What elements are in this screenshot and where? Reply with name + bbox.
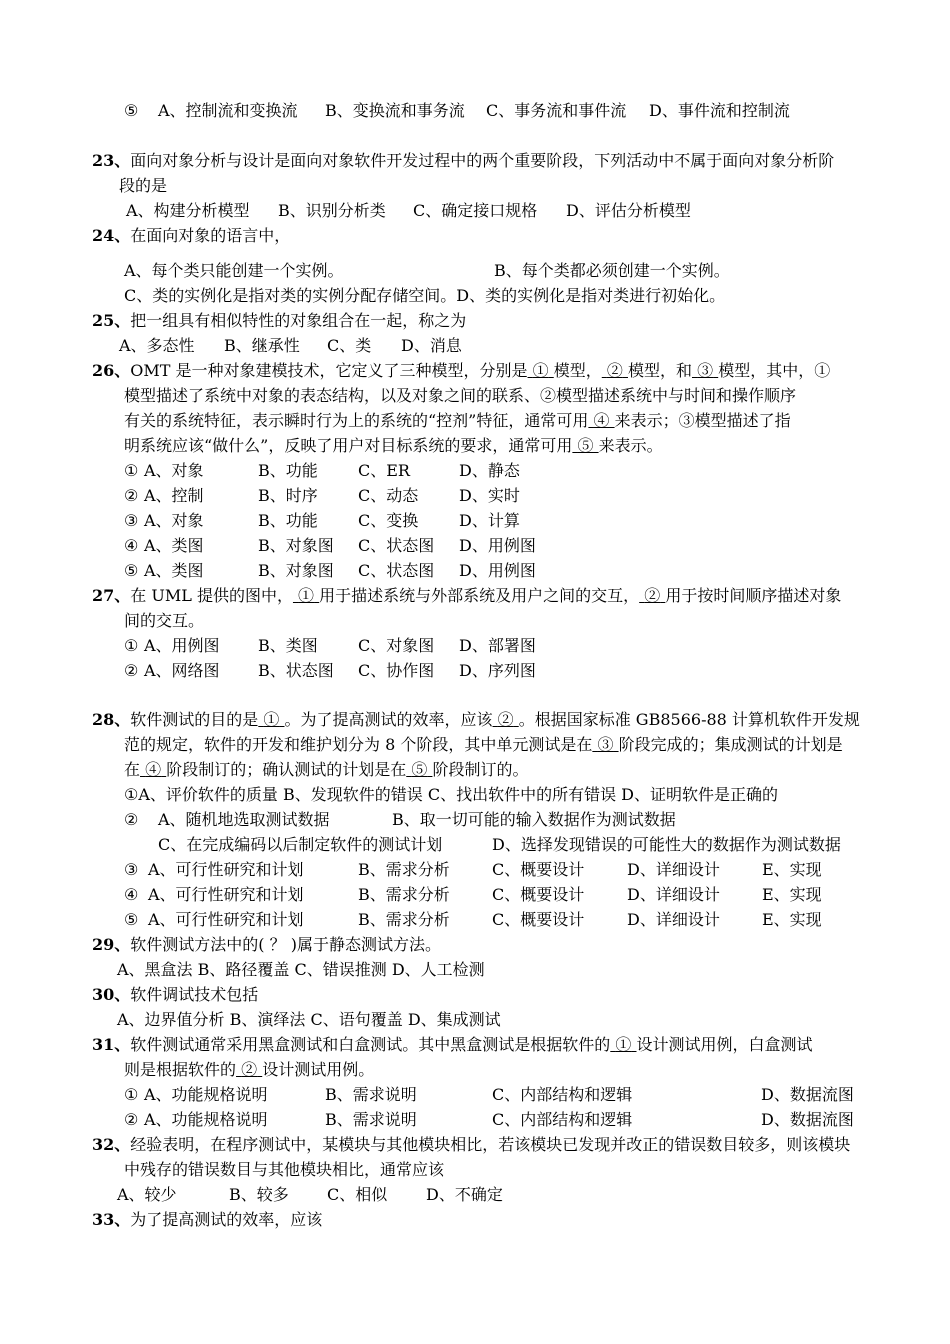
q28-option-row-1: ①A、评价软件的质量 B、发现软件的错误 C、找出软件中的所有错误 D、证明软件是正确的 (124, 785, 778, 804)
option-c: C、ER (358, 461, 410, 480)
q29-options: A、黑盒法 B、路径覆盖 C、错误推测 D、人工检测 (117, 960, 485, 979)
blank-mark: ⑤ (411, 760, 428, 779)
stem-text: 则是根据软件的 (124, 1060, 237, 1079)
question-number: 24、 (92, 226, 131, 245)
stem-text: 明系统应该“做什么”，反映了用户对目标系统的要求，通常可用 (124, 436, 573, 455)
blank-mark: ③ (597, 735, 614, 754)
option-b: B、对象图 (258, 536, 334, 555)
option-c: C、内部结构和逻辑 (492, 1110, 633, 1129)
option-d: D、用例图 (459, 561, 536, 580)
option-c: C、概要设计 (492, 860, 585, 879)
option-a: A、多态性 (119, 336, 195, 355)
q23-stem (92, 148, 834, 173)
option-d: D、详细设计 (627, 885, 720, 904)
q26-stem-line-2: 模型描述了系统中对象的表态结构，以及对象之间的联系、②模型描述系统中与时间和操作顺序 (124, 386, 797, 405)
option-a: A、网络图 (144, 661, 220, 680)
option-a: A、较少 (117, 1185, 177, 1204)
option-c: C、类 (327, 336, 372, 355)
option-d: D、事件流和控制流 (649, 101, 790, 120)
q28-stem-line-2 (124, 732, 843, 757)
option-number: ① (124, 636, 139, 655)
option-c: C、动态 (358, 486, 419, 505)
q30-options: A、边界值分析 B、演绎法 C、语句覆盖 D、集成测试 (117, 1010, 501, 1029)
option-d: D、静态 (459, 461, 520, 480)
blank-1 (258, 710, 284, 729)
option-d: D、数据流图 (761, 1110, 854, 1129)
option-a: A、控制 (144, 486, 204, 505)
option-b: B、需求说明 (325, 1085, 417, 1104)
blank-3 (592, 735, 618, 754)
option-e: E、实现 (762, 860, 822, 879)
q25-stem (92, 308, 466, 333)
blank-mark: ① (532, 361, 549, 380)
stem-text: 设计测试用例，白盒测试 (636, 1035, 813, 1054)
stem-text: 设计测试用例。 (262, 1060, 375, 1079)
q33-stem (92, 1207, 322, 1232)
q30-stem (92, 982, 258, 1007)
stem-text: 软件测试通常采用黑盒测试和白盒测试。其中黑盒测试是根据软件的 (130, 1035, 611, 1054)
option-b: B、功能 (258, 511, 318, 530)
q24-stem (92, 223, 290, 248)
blank-1 (293, 586, 319, 605)
question-text: 为了提高测试的效率，应该 (130, 1210, 323, 1229)
option-a: A、随机地选取测试数据 (158, 810, 330, 829)
blank-4 (588, 411, 614, 430)
question-text: 在面向对象的语言中， (130, 226, 291, 245)
blank-mark: ① (298, 586, 315, 605)
blank-4 (140, 760, 166, 779)
stem-text: 软件测试的目的是 (130, 710, 259, 729)
blank-mark: ② (606, 361, 623, 380)
option-a: A、可行性研究和计划 (148, 885, 304, 904)
option-b: B、每个类都必须创建一个实例。 (494, 261, 730, 280)
option-a: A、功能规格说明 (144, 1110, 268, 1129)
question-number: 29、 (92, 935, 131, 954)
option-c: C、概要设计 (492, 910, 585, 929)
stem-text: 阶段制订的；确认测试的计划是在 (166, 760, 407, 779)
option-number: ② (124, 486, 139, 505)
blank-5 (572, 436, 598, 455)
option-c: C、变换 (358, 511, 419, 530)
blank-1 (528, 361, 554, 380)
question-number: 30、 (92, 985, 131, 1004)
option-b: B、较多 (229, 1185, 289, 1204)
blank-1 (610, 1035, 636, 1054)
option-number: ② (124, 661, 139, 680)
question-text: 面向对象分析与设计是面向对象软件开发过程中的两个重要阶段，下列活动中不属于面向对象分析阶 (130, 151, 835, 170)
option-c: C、相似 (327, 1185, 388, 1204)
blank-2 (236, 1060, 262, 1079)
blank-mark: ⑤ (577, 436, 594, 455)
option-d: D、不确定 (426, 1185, 503, 1204)
option-number: ① (124, 1085, 139, 1104)
option-d: D、部署图 (459, 636, 536, 655)
option-b: B、类图 (258, 636, 318, 655)
option-b: B、状态图 (258, 661, 334, 680)
stem-text: 来表示。 (598, 436, 663, 455)
option-c: C、在完成编码以后制定软件的测试计划 (158, 835, 443, 854)
option-a: A、可行性研究和计划 (148, 860, 304, 879)
option-number: ② (124, 810, 139, 829)
option-number: ⑤ (124, 101, 139, 120)
option-c: C、状态图 (358, 561, 435, 580)
blank-3 (692, 361, 718, 380)
stem-text: 阶段完成的；集成测试的计划是 (618, 735, 843, 754)
question-number: 28、 (92, 710, 131, 729)
blank-mark: ① (263, 710, 280, 729)
option-b: B、继承性 (224, 336, 300, 355)
question-text: 把一组具有相似特性的对象组合在一起，称之为 (130, 311, 467, 330)
option-number: ② (124, 1110, 139, 1129)
q27-stem-line-2: 间的交互。 (124, 611, 205, 630)
question-number: 32、 (92, 1135, 131, 1154)
q31-stem-line-2 (124, 1057, 374, 1082)
option-e: E、实现 (762, 885, 822, 904)
option-a: A、类图 (144, 536, 204, 555)
option-b: B、需求分析 (358, 885, 450, 904)
option-b: B、对象图 (258, 561, 334, 580)
option-b: B、功能 (258, 461, 318, 480)
option-d: D、详细设计 (627, 860, 720, 879)
question-text: 软件调试技术包括 (130, 985, 259, 1004)
stem-text: 模型，和 (627, 361, 692, 380)
blank-mark: ④ (145, 760, 162, 779)
question-number: 25、 (92, 311, 131, 330)
blank-mark: ③ (697, 361, 714, 380)
option-c: C、确定接口规格 (413, 201, 538, 220)
stem-text: 用于按时间顺序描述对象 (665, 586, 842, 605)
question-number: 26、 (92, 361, 131, 380)
question-number: 23、 (92, 151, 131, 170)
option-c: C、内部结构和逻辑 (492, 1085, 633, 1104)
option-number: ① (124, 461, 139, 480)
stem-text: 。根据国家标准 GB8566-88 计算机软件开发规 (518, 710, 860, 729)
option-c: C、对象图 (358, 636, 435, 655)
q31-stem-line-1 (92, 1032, 813, 1057)
q28-stem-line-1 (92, 707, 860, 732)
q28-stem-line-3 (124, 757, 528, 782)
q29-stem (92, 932, 441, 957)
blank-2 (602, 361, 628, 380)
option-a: A、对象 (144, 511, 204, 530)
stem-text: OMT 是一种对象建模技术，它定义了三种模型，分别是 (130, 361, 528, 380)
blank-2 (639, 586, 665, 605)
stem-text: 来表示；③模型描述了指 (614, 411, 791, 430)
q32-stem-line-1 (92, 1132, 850, 1157)
question-number: 33、 (92, 1210, 131, 1229)
stem-text: 模型，其中，① (718, 361, 831, 380)
stem-text: 模型， (553, 361, 602, 380)
blank-mark: ④ (593, 411, 610, 430)
option-a: A、控制流和变换流 (158, 101, 298, 120)
option-c: C、状态图 (358, 536, 435, 555)
option-d: D、数据流图 (761, 1085, 854, 1104)
option-b: B、取一切可能的输入数据作为测试数据 (392, 810, 676, 829)
option-a: A、每个类只能创建一个实例。 (124, 261, 344, 280)
option-d: D、序列图 (459, 661, 536, 680)
option-d: D、计算 (459, 511, 520, 530)
q23-stem-cont: 段的是 (119, 176, 168, 195)
blank-mark: ② (497, 710, 514, 729)
option-a: A、功能规格说明 (144, 1085, 268, 1104)
q26-stem-line-1 (92, 358, 830, 383)
option-b: B、识别分析类 (278, 201, 386, 220)
option-d: D、详细设计 (627, 910, 720, 929)
option-d: D、消息 (401, 336, 462, 355)
option-b: B、需求分析 (358, 910, 450, 929)
option-d: D、实时 (459, 486, 520, 505)
option-c: C、协作图 (358, 661, 435, 680)
question-number: 31、 (92, 1035, 131, 1054)
option-d: D、评估分析模型 (566, 201, 691, 220)
q32-stem-line-2: 中残存的错误数目与其他模块相比，通常应该 (124, 1160, 445, 1179)
option-a: A、类图 (144, 561, 204, 580)
stem-text: 阶段制订的。 (432, 760, 529, 779)
q24-options-cd: C、类的实例化是指对类的实例分配存储空间。D、类的实例化是指对类进行初始化。 (124, 286, 726, 305)
question-text: 软件测试方法中的( ？ )属于静态测试方法。 (130, 935, 441, 954)
stem-text: 。为了提高测试的效率，应该 (284, 710, 493, 729)
question-text: 经验表明，在程序测试中，某模块与其他模块相比，若该模块已发现并改正的错误数目较多，则该模块 (130, 1135, 851, 1154)
option-e: E、实现 (762, 910, 822, 929)
stem-text: 在 UML 提供的图中， (130, 586, 293, 605)
option-b: B、需求分析 (358, 860, 450, 879)
blank-mark: ① (615, 1035, 632, 1054)
q27-stem-line-1 (92, 583, 841, 608)
option-d: D、用例图 (459, 536, 536, 555)
blank-5 (406, 760, 432, 779)
option-b: B、时序 (258, 486, 318, 505)
stem-text: 范的规定，软件的开发和维护划分为 8 个阶段，其中单元测试是在 (124, 735, 593, 754)
option-a: A、可行性研究和计划 (148, 910, 304, 929)
blank-2 (493, 710, 519, 729)
option-a: A、对象 (144, 461, 204, 480)
stem-text: 有关的系统特征，表示瞬时行为上的系统的“控剂”特征，通常可用 (124, 411, 589, 430)
blank-mark: ② (241, 1060, 258, 1079)
stem-text: 在 (124, 760, 141, 779)
option-number: ③ (124, 511, 139, 530)
q26-stem-line-4 (124, 433, 663, 458)
option-number: ④ (124, 885, 139, 904)
option-b: B、变换流和事务流 (325, 101, 465, 120)
option-d: D、选择发现错误的可能性大的数据作为测试数据 (492, 835, 841, 854)
option-number: ⑤ (124, 561, 139, 580)
blank-mark: ② (644, 586, 661, 605)
q26-stem-line-3 (124, 408, 791, 433)
option-a: A、构建分析模型 (126, 201, 250, 220)
stem-text: 用于描述系统与外部系统及用户之间的交互， (319, 586, 640, 605)
option-c: C、事务流和事件流 (486, 101, 627, 120)
option-c: C、概要设计 (492, 885, 585, 904)
option-number: ⑤ (124, 910, 139, 929)
question-number: 27、 (92, 586, 131, 605)
option-number: ③ (124, 860, 139, 879)
option-number: ④ (124, 536, 139, 555)
option-a: A、用例图 (144, 636, 220, 655)
option-b: B、需求说明 (325, 1110, 417, 1129)
